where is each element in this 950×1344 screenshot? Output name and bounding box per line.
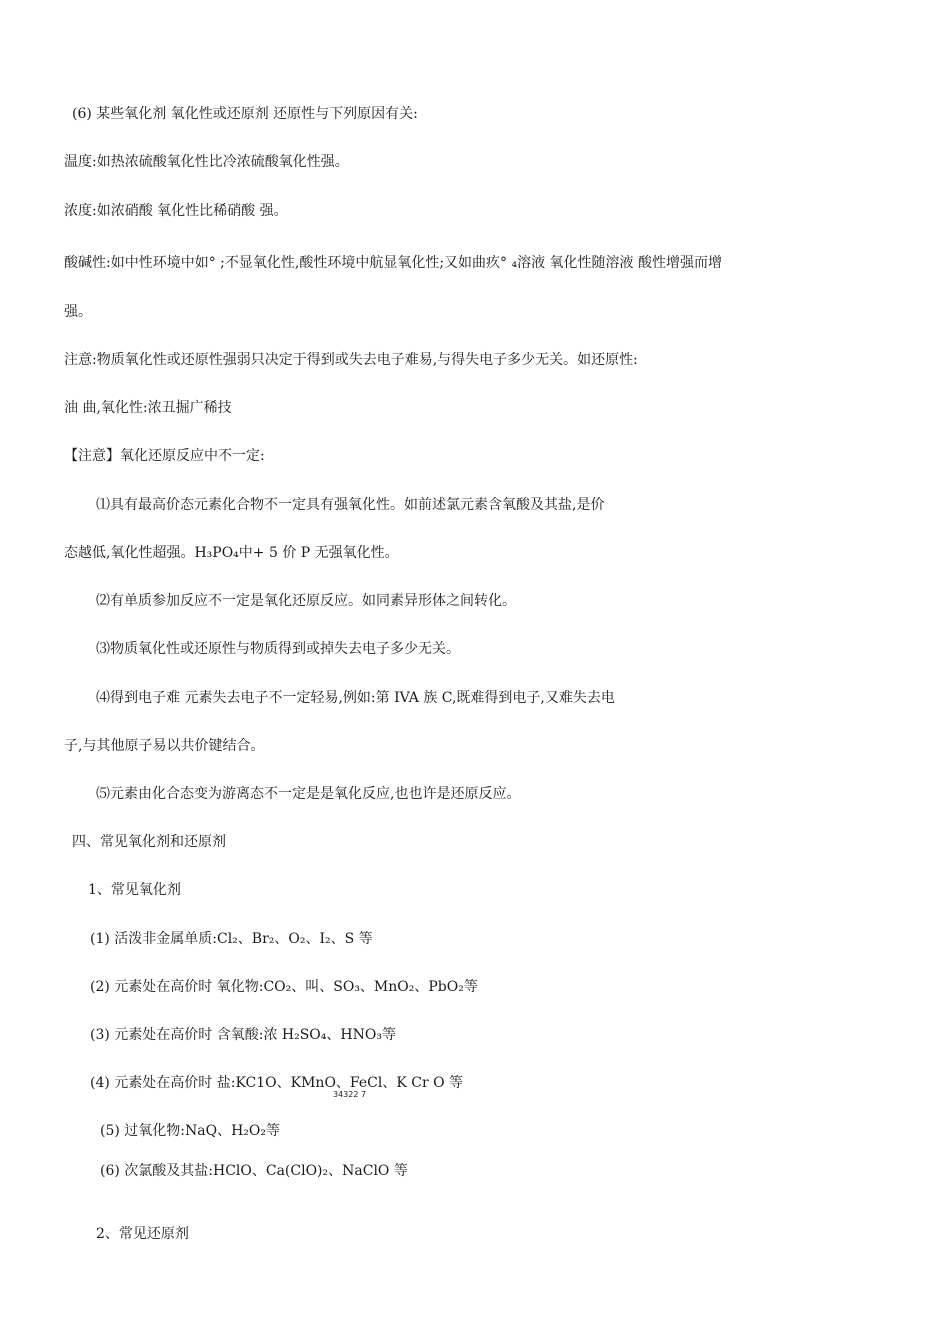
oxidizer-item-6: (6) 次氯酸及其盐:HClO、Ca(ClO)₂、NaClO 等	[100, 1163, 408, 1179]
list-item-4: ⑷得到电子难 元素失去电子不一定轻易,例如:第 IVA 族 C,既难得到电子,又难失去电	[96, 690, 615, 706]
list-item-5: ⑸元素由化合态变为游离态不一定是是氧化反应,也也许是还原反应。	[96, 786, 521, 802]
paragraph-temperature: 温度:如热浓硫酸氧化性比冷浓硫酸氧化性强。	[64, 154, 349, 170]
paragraph-concentration: 浓度:如浓硝酸 氧化性比稀硝酸 强。	[64, 203, 288, 219]
subsection-oxidizers: 1、常见氧化剂	[88, 882, 181, 898]
paragraph-note-example: 油 曲,氧化性:浓丑掘广稀技	[64, 400, 232, 416]
oxidizer-item-2: (2) 元素处在高价时 氧化物:CO₂、叫、SO₃、MnO₂、PbO₂等	[90, 979, 478, 995]
list-item-1-cont: 态越低,氧化性超强。H₃PO₄中+ 5 价 P 无强氧化性。	[64, 545, 399, 561]
paragraph-factors-intro: (6) 某些氧化剂 氧化性或还原剂 还原性与下列原因有关:	[72, 106, 418, 122]
subsection-reducers: 2、常见还原剂	[96, 1226, 189, 1242]
list-item-2: ⑵有单质参加反应不一定是氧化还原反应。如同素异形体之间转化。	[96, 593, 516, 609]
list-item-4-cont: 子,与其他原子易以共价键结合。	[64, 738, 265, 754]
oxidizer-item-4: (4) 元素处在高价时 盐:KC1O、KMnO、FeCl、K Cr O 等	[90, 1075, 464, 1091]
oxidizer-item-5: (5) 过氧化物:NaQ、H₂O₂等	[100, 1123, 280, 1139]
paragraph-acidity: 酸碱性:如中性环境中如° ;不显氧化性,酸性环境中航显氧化性;又如曲疚° ₄溶液 氧化性随溶液 酸性增强而增	[64, 255, 723, 271]
paragraph-note: 注意:物质氧化性或还原性强弱只决定于得到或失去电子难易,与得失电子多少无关。如还原性:	[64, 352, 638, 368]
oxidizer-item-3: (3) 元素处在高价时 含氧酸:浓 H₂SO₄、HNO₃等	[90, 1027, 396, 1043]
oxidizer-item-1: (1) 活泼非金属单质:Cl₂、Br₂、O₂、I₂、S 等	[90, 931, 373, 947]
paragraph-acidity-cont: 强。	[64, 304, 92, 320]
oxidizer-item-4-subscripts: 34322 7	[333, 1090, 367, 1099]
list-item-3: ⑶物质氧化性或还原性与物质得到或掉失去电子多少无关。	[96, 641, 460, 657]
heading-attention: 【注意】氧化还原反应中不一定:	[64, 448, 265, 464]
list-item-1: ⑴具有最高价态元素化合物不一定具有强氧化性。如前述氯元素含氧酸及其盐,是价	[96, 497, 605, 513]
section-heading-4: 四、常见氧化剂和还原剂	[72, 834, 226, 850]
